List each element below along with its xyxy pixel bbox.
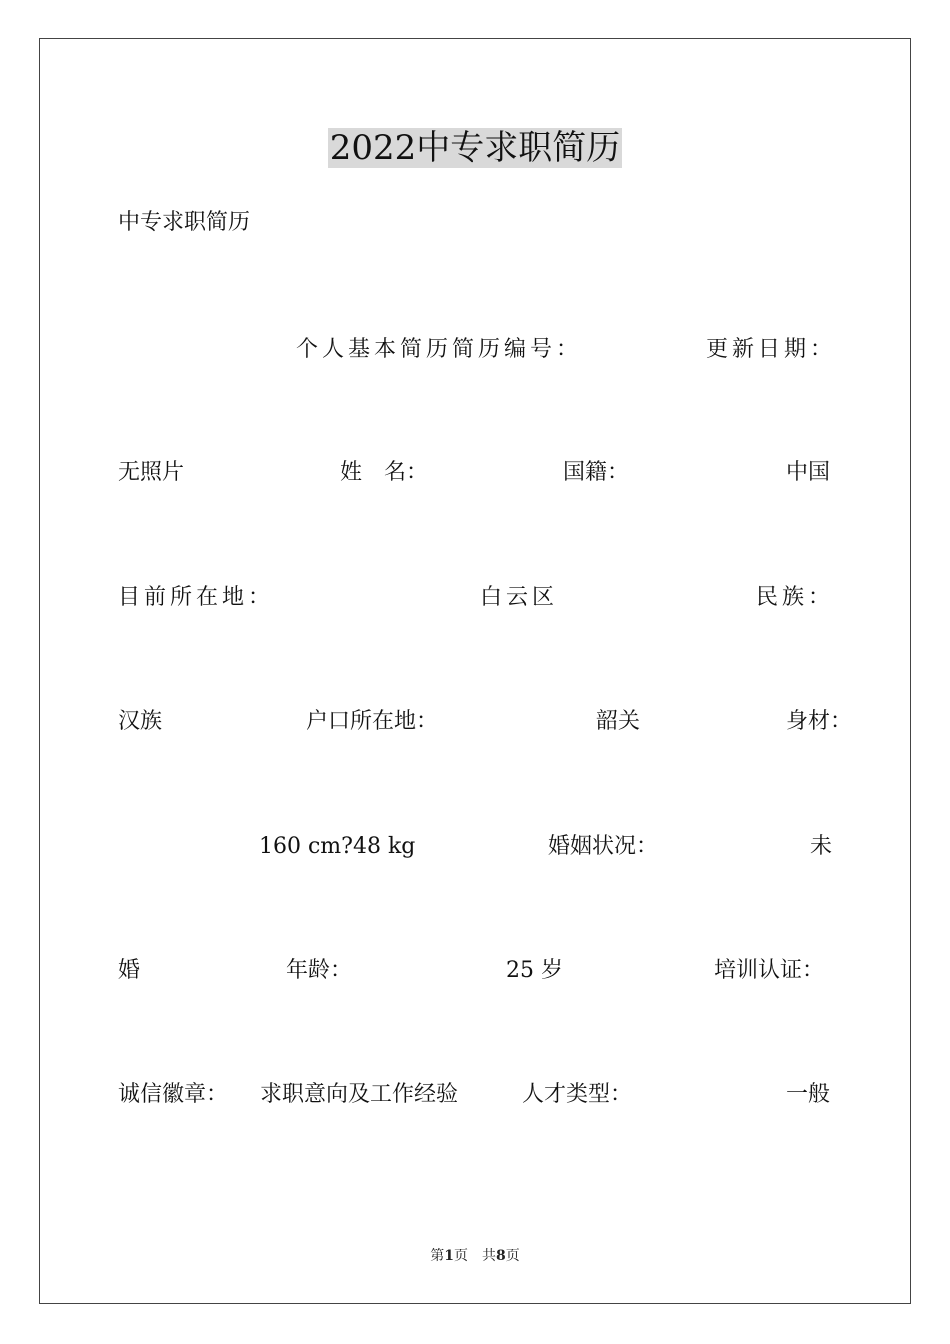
document-title bbox=[0, 128, 950, 168]
hukou-label: 户口所在地： bbox=[306, 709, 439, 734]
talent-type-label: 人才类型： bbox=[522, 1082, 633, 1107]
figure-label: 身材： bbox=[786, 709, 853, 734]
figure-value: 160 cm?48 kg bbox=[259, 834, 416, 859]
location-label: 目前所在地： bbox=[118, 585, 275, 610]
job-intent-heading: 求职意向及工作经验 bbox=[260, 1082, 459, 1107]
ethnicity-value: 汉族 bbox=[118, 709, 163, 734]
page-current: 1 bbox=[444, 1248, 454, 1264]
photo-placeholder: 无照片 bbox=[118, 460, 185, 485]
document-title-text: 2022中专求职简历 bbox=[329, 128, 621, 168]
page-mid: 页 共 bbox=[454, 1248, 496, 1264]
document-subtitle: 中专求职简历 bbox=[118, 210, 251, 235]
page-total: 8 bbox=[496, 1248, 506, 1264]
hukou-value: 韶关 bbox=[596, 709, 641, 734]
location-value: 白云区 bbox=[480, 585, 559, 610]
page-number bbox=[0, 1247, 950, 1265]
marital-status-label: 婚姻状况： bbox=[548, 834, 659, 859]
age-value: 25 岁 bbox=[506, 958, 563, 983]
update-date-label: 更新日期： bbox=[706, 337, 837, 362]
basic-info-heading: 个人基本简历简历编号： bbox=[296, 337, 583, 362]
nationality-value: 中国 bbox=[786, 460, 831, 485]
ethnicity-label: 民族： bbox=[756, 585, 835, 610]
page-prefix: 第 bbox=[430, 1248, 445, 1264]
training-certification-label: 培训认证： bbox=[714, 958, 825, 983]
page-suffix: 页 bbox=[505, 1248, 520, 1264]
age-label: 年龄： bbox=[286, 958, 353, 983]
nationality-label: 国籍： bbox=[563, 460, 630, 485]
talent-type-value: 一般 bbox=[786, 1082, 831, 1107]
integrity-badge-label: 诚信徽章： bbox=[118, 1082, 229, 1107]
name-label: 姓 名： bbox=[340, 460, 429, 485]
marital-status-value-part1: 未 bbox=[810, 834, 833, 859]
marital-status-value-part2: 婚 bbox=[118, 958, 141, 983]
